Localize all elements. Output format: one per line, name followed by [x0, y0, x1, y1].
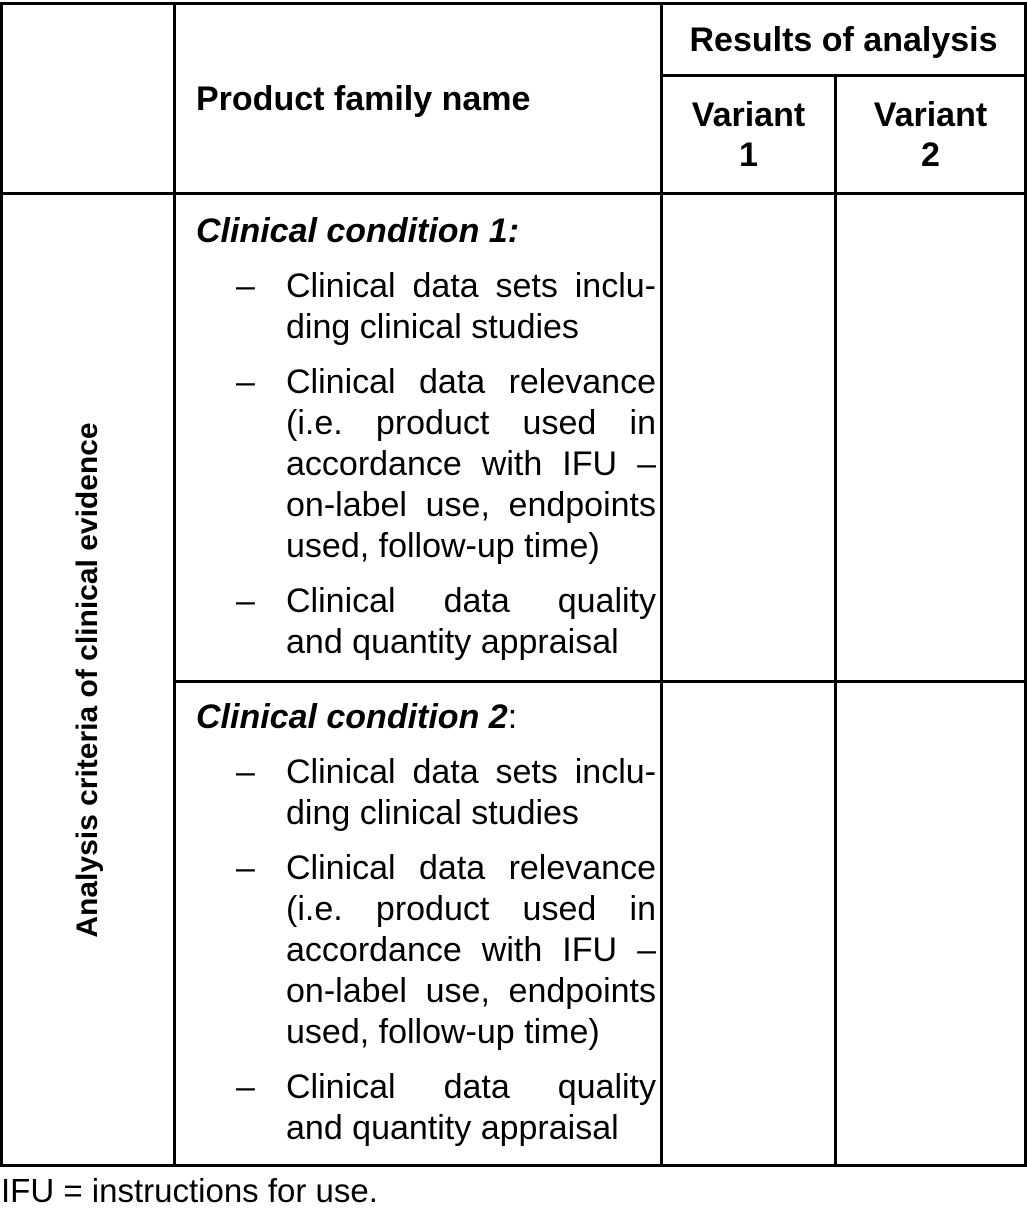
bullet-line: accordance with IFU – — [286, 445, 656, 483]
result-cell-condition-2-variant-1 — [663, 683, 837, 1164]
bullet-line: Clinical data relevance — [286, 363, 656, 401]
bullet-line: Clinical data relevance — [286, 849, 656, 887]
condition-2-cell — [176, 683, 663, 1164]
bullet-text — [286, 752, 656, 834]
variant-2-number: 2 — [921, 135, 940, 174]
bullet-item — [236, 581, 656, 663]
variant-1-number: 1 — [739, 135, 758, 174]
bullet-line: Clinical data quality — [286, 582, 656, 620]
product-family-header-cell: Product family name — [176, 5, 663, 195]
bullet-item — [236, 752, 656, 834]
condition-2-title — [196, 697, 656, 738]
bullet-item — [236, 266, 656, 348]
results-of-analysis-header-cell: Results of analysis — [663, 5, 1024, 77]
corner-header-cell — [3, 5, 176, 195]
condition-2-title-colon: : — [507, 698, 518, 736]
bullet-line: and quantity appraisal — [286, 1109, 619, 1147]
condition-1-title — [196, 211, 656, 252]
bullet-line: (i.e. product used in — [286, 890, 656, 928]
variant-2-word: Variant — [873, 95, 988, 134]
row-group-label-cell — [3, 195, 176, 1164]
condition-2-title-text: Clinical condition 2 — [196, 698, 508, 736]
bullet-dash: – — [236, 267, 255, 305]
result-cell-condition-1-variant-1 — [663, 195, 837, 683]
table-footnote: IFU = instructions for use. — [1, 1172, 378, 1209]
variant-1-word: Variant — [691, 95, 806, 134]
bullet-dash: – — [236, 582, 255, 620]
bullet-item — [236, 848, 656, 1053]
condition-1-title-text: Clinical condition 1: — [196, 212, 520, 250]
variant-2-header-cell — [837, 77, 1024, 195]
condition-1-cell — [176, 195, 663, 683]
bullet-line: used, follow-up time) — [286, 1013, 600, 1051]
bullet-line: ding clinical studies — [286, 308, 579, 346]
bullet-dash: – — [236, 849, 255, 887]
bullet-line: on-label use, endpoints — [286, 486, 656, 524]
bullet-text — [286, 362, 656, 567]
variant-1-header-cell — [663, 77, 837, 195]
bullet-text — [286, 848, 656, 1053]
bullet-line: on-label use, endpoints — [286, 972, 656, 1010]
bullet-line: Clinical data sets inclu- — [286, 267, 656, 305]
bullet-text — [286, 581, 656, 663]
bullet-item — [236, 1067, 656, 1149]
bullet-line: Clinical data sets inclu- — [286, 753, 656, 791]
bullet-item — [236, 362, 656, 567]
bullet-line: ding clinical studies — [286, 794, 579, 832]
analysis-criteria-table — [0, 2, 1027, 1167]
bullet-line: accordance with IFU – — [286, 931, 656, 969]
bullet-line: used, follow-up time) — [286, 527, 600, 565]
bullet-dash: – — [236, 753, 255, 791]
bullet-text — [286, 1067, 656, 1149]
result-cell-condition-2-variant-2 — [837, 683, 1024, 1164]
bullet-dash: – — [236, 363, 255, 401]
bullet-line: Clinical data quality — [286, 1068, 656, 1106]
result-cell-condition-1-variant-2 — [837, 195, 1024, 683]
row-group-label: Analysis criteria of clinical evidence — [71, 421, 104, 938]
bullet-line: and quantity appraisal — [286, 623, 619, 661]
bullet-text — [286, 266, 656, 348]
bullet-dash: – — [236, 1068, 255, 1106]
bullet-line: (i.e. product used in — [286, 404, 656, 442]
